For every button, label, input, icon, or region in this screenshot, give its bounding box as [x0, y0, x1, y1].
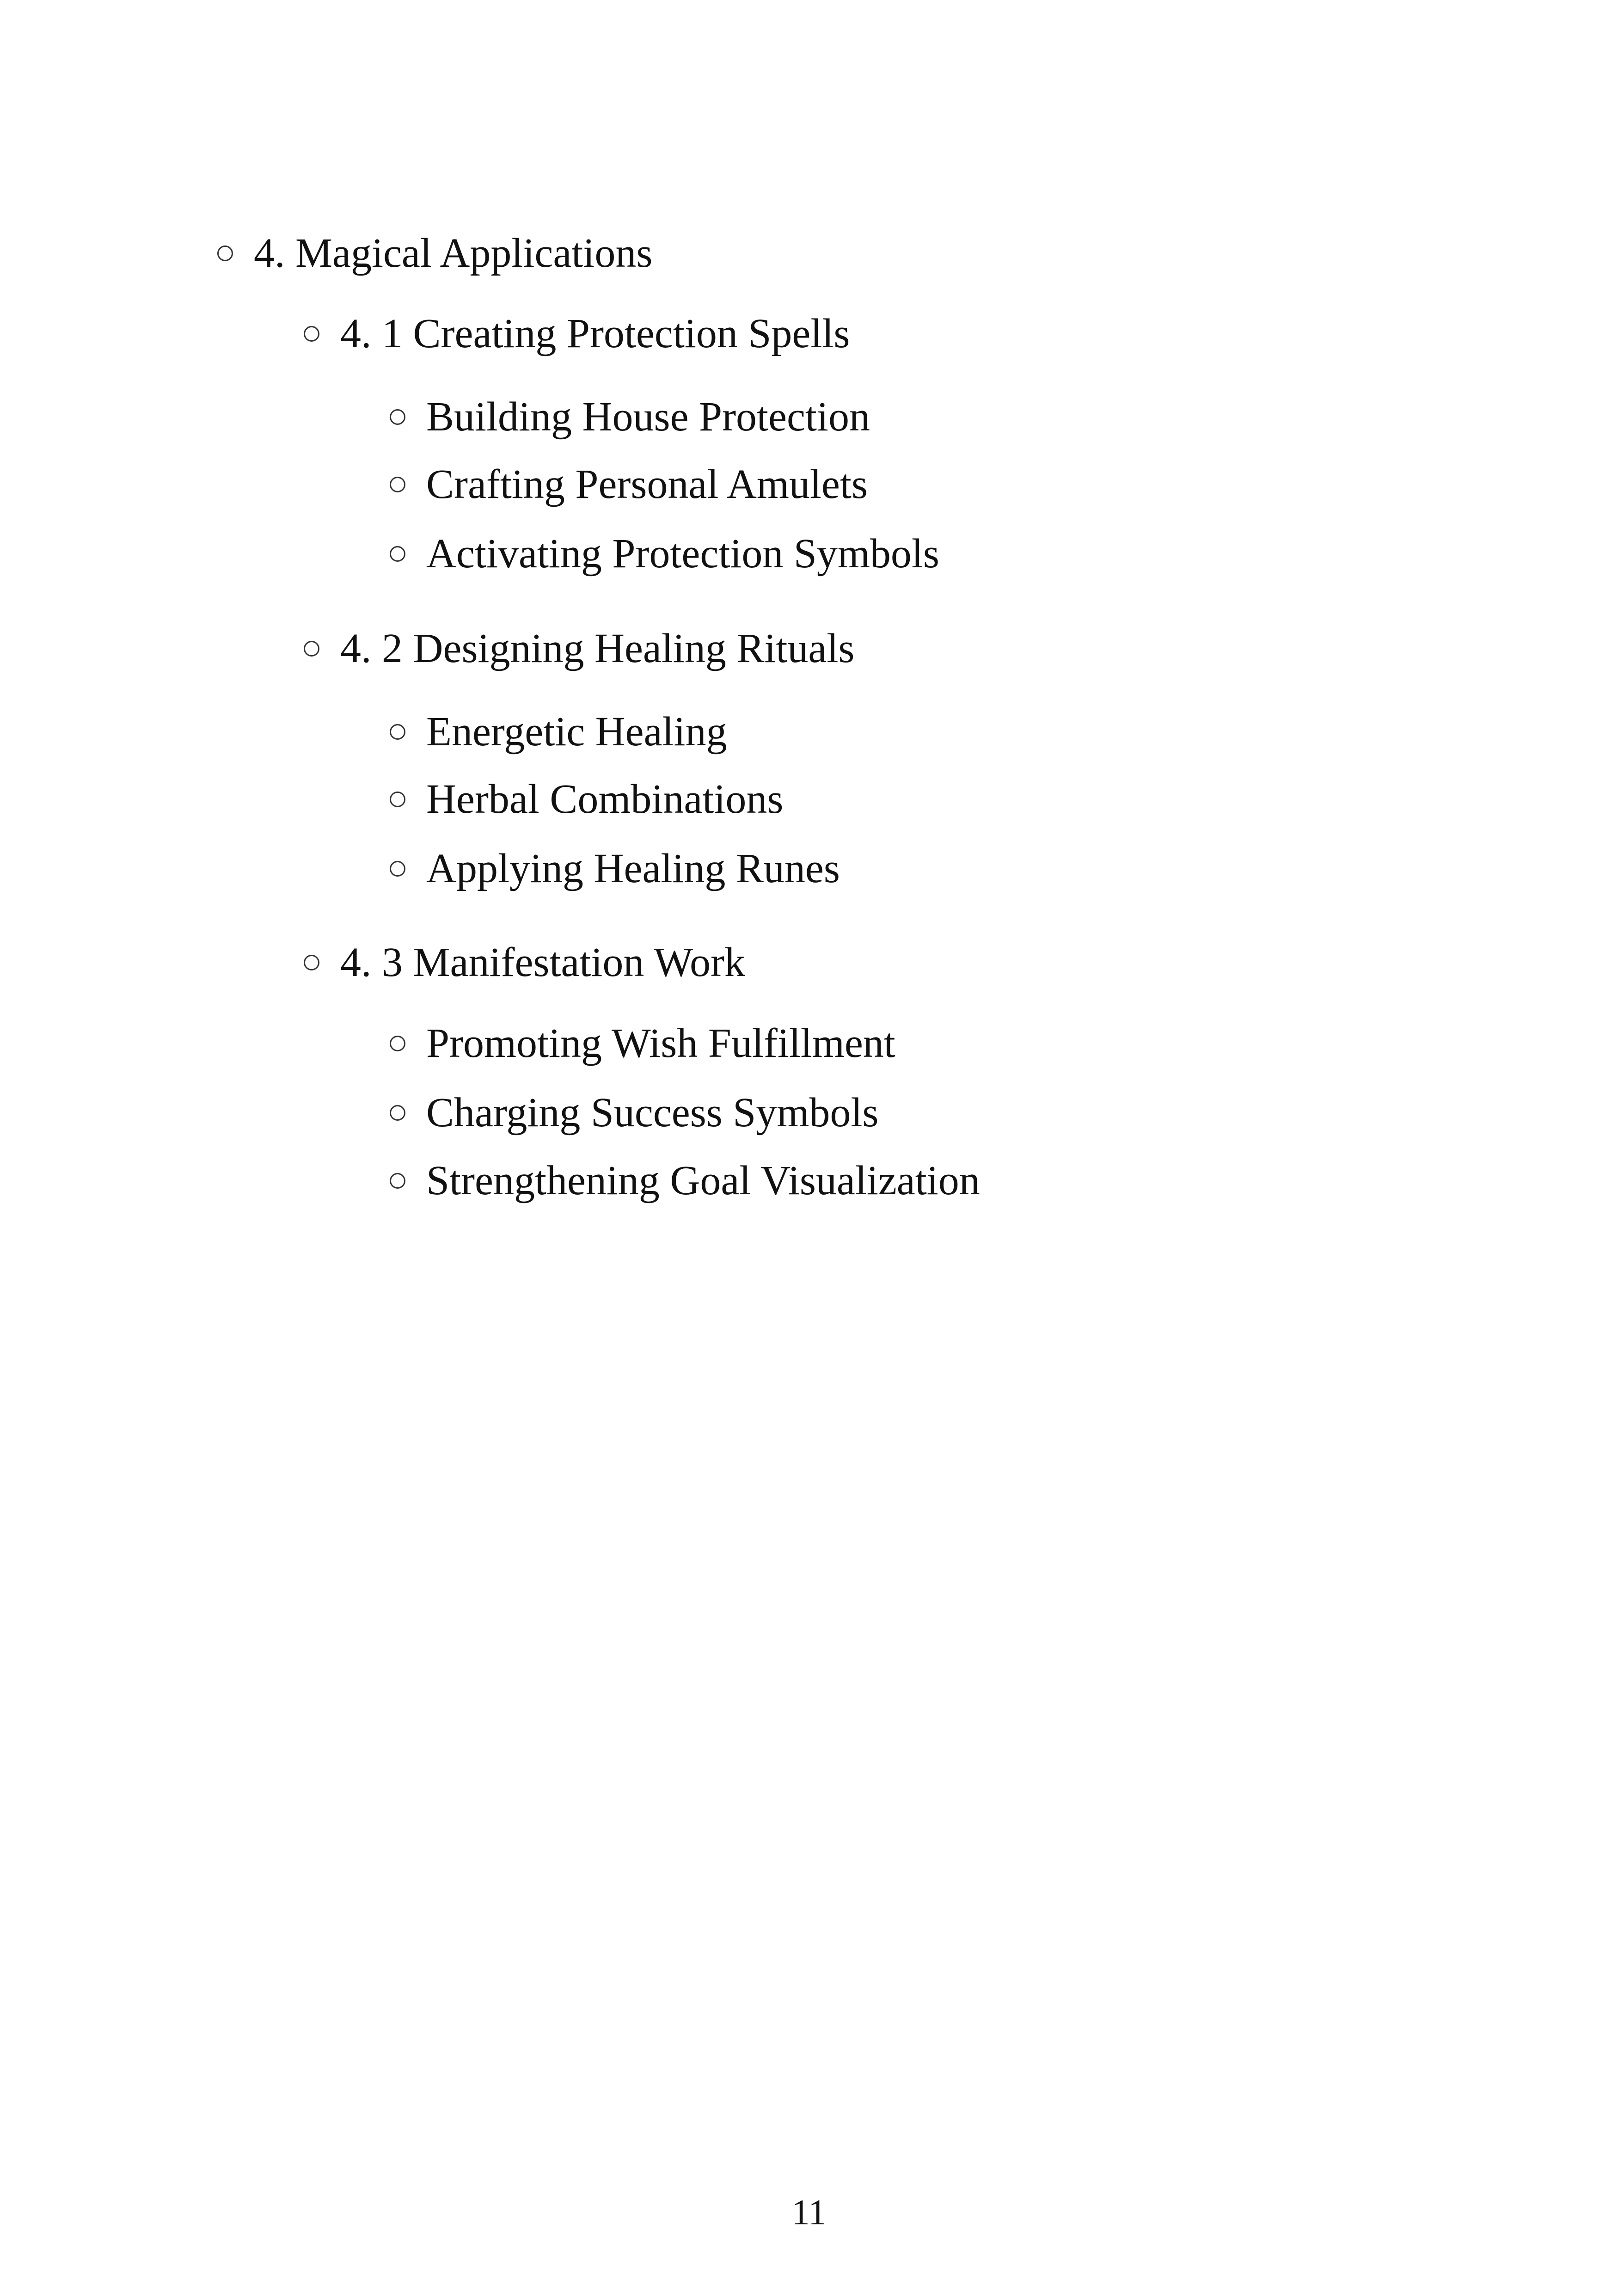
circle-bullet-icon [304, 955, 319, 970]
outline-item-label: Crafting Personal Amulets [426, 461, 868, 507]
outline-item-label: 4. 1 Creating Protection Spells [340, 311, 850, 356]
outline-item-entry [390, 774, 783, 825]
circle-bullet-icon [217, 246, 233, 261]
outline-item-entry [390, 843, 840, 894]
outline-item-entry [390, 1018, 895, 1069]
outline-item-entry [390, 392, 870, 442]
outline-item-subsection [304, 937, 745, 988]
outline-item-label: 4. 3 Manifestation Work [340, 939, 745, 985]
circle-bullet-icon [390, 1105, 405, 1121]
outline-item-entry [390, 1087, 878, 1138]
outline-item-subsection [304, 308, 850, 359]
outline-item-label: Applying Healing Runes [426, 846, 840, 891]
outline-item-entry [390, 528, 939, 579]
outline-item-label: Promoting Wish Fulfillment [426, 1020, 895, 1066]
outline-item-section [217, 228, 652, 279]
circle-bullet-icon [304, 641, 319, 657]
circle-bullet-icon [390, 546, 405, 562]
outline-item-label: Building House Protection [426, 394, 870, 440]
circle-bullet-icon [390, 1036, 405, 1051]
outline-item-entry [390, 1155, 980, 1206]
outline-item-label: Strengthening Goal Visualization [426, 1158, 980, 1203]
outline-item-label: Herbal Combinations [426, 776, 784, 822]
circle-bullet-icon [390, 409, 405, 425]
circle-bullet-icon [304, 326, 319, 342]
outline-item-label: 4. 2 Designing Healing Rituals [340, 626, 855, 671]
circle-bullet-icon [390, 861, 405, 877]
outline-item-entry [390, 706, 727, 757]
circle-bullet-icon [390, 477, 405, 492]
outline-item-label: Charging Success Symbols [426, 1090, 879, 1136]
circle-bullet-icon [390, 1173, 405, 1189]
circle-bullet-icon [390, 724, 405, 740]
outline-item-entry [390, 459, 868, 510]
outline-item-label: 4. Magical Applications [254, 230, 653, 276]
circle-bullet-icon [390, 792, 405, 807]
outline-item-label: Energetic Healing [426, 709, 727, 755]
outline-item-label: Activating Protection Symbols [426, 531, 939, 577]
outline-item-subsection [304, 623, 854, 674]
page-number: 11 [791, 2192, 827, 2232]
